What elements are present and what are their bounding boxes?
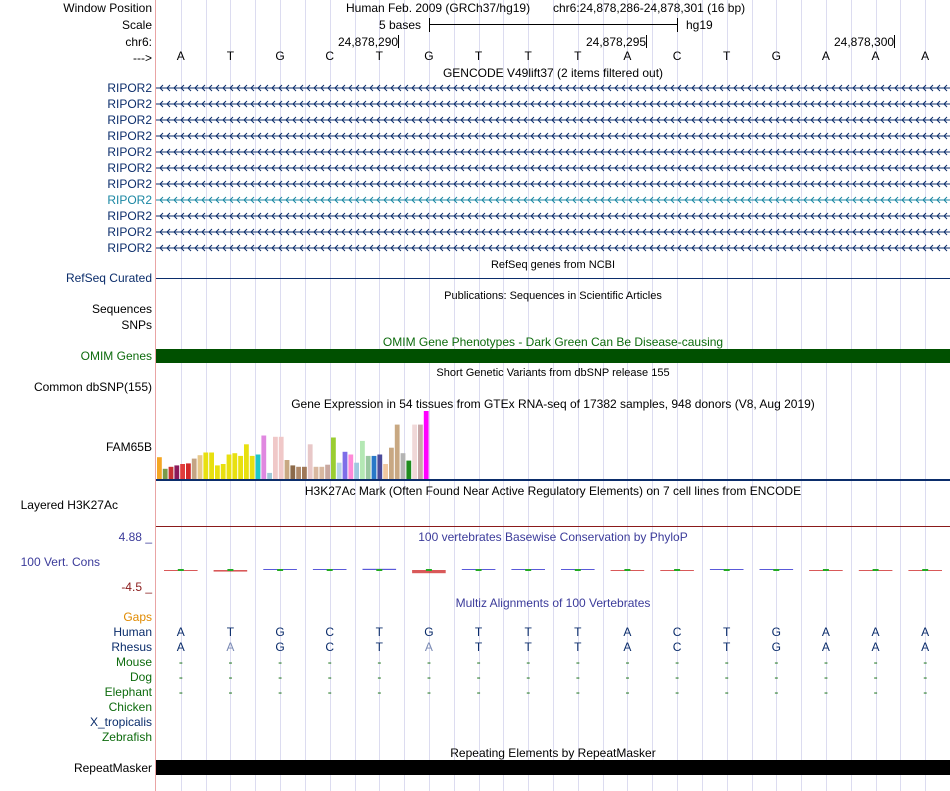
gtex-tissue-bar[interactable] bbox=[198, 455, 203, 479]
gencode-transcript[interactable] bbox=[156, 229, 950, 235]
alignment-base: - bbox=[625, 685, 630, 699]
dbsnp-track-label[interactable]: Common dbSNP(155) bbox=[33, 380, 152, 394]
alignment-base: T bbox=[375, 625, 383, 639]
gtex-tissue-bar[interactable] bbox=[273, 437, 278, 479]
gencode-transcript[interactable] bbox=[156, 213, 950, 219]
conservation-center-mark bbox=[773, 569, 779, 571]
gtex-tissue-bar[interactable] bbox=[395, 425, 400, 479]
gtex-tissue-bar[interactable] bbox=[285, 460, 290, 479]
alignment-base: - bbox=[327, 670, 332, 684]
gtex-tissue-bar[interactable] bbox=[401, 453, 406, 479]
gtex-tissue-bar[interactable] bbox=[256, 455, 261, 480]
alignment-base: T bbox=[723, 640, 731, 654]
alignment-base: - bbox=[426, 655, 431, 669]
conservation-center-mark bbox=[327, 569, 333, 571]
alignment-base: - bbox=[675, 655, 680, 669]
alignment-base: - bbox=[923, 670, 928, 684]
alignment-base: - bbox=[774, 655, 779, 669]
conservation-center-mark bbox=[525, 569, 531, 571]
alignment-base: T bbox=[226, 625, 235, 639]
gtex-baseline bbox=[156, 479, 950, 481]
publications-track-title[interactable]: Publications: Sequences in Scientific Articles bbox=[444, 290, 662, 302]
alignment-base: A bbox=[821, 640, 830, 654]
alignment-base: - bbox=[228, 655, 233, 669]
conservation-center-mark bbox=[476, 569, 482, 571]
conservation-center-mark bbox=[376, 569, 382, 571]
gtex-tissue-bar[interactable] bbox=[227, 455, 232, 480]
alignment-base: - bbox=[178, 685, 183, 699]
alignment-base: A bbox=[623, 625, 632, 639]
gtex-tissue-bar[interactable] bbox=[372, 456, 377, 479]
alignment-base: T bbox=[524, 625, 532, 639]
scale-bar-text: 5 bases bbox=[379, 18, 422, 32]
gencode-transcript[interactable] bbox=[156, 165, 950, 171]
conservation-center-mark bbox=[277, 569, 283, 571]
gtex-tissue-bar[interactable] bbox=[279, 437, 284, 479]
gtex-tissue-bar[interactable] bbox=[232, 453, 237, 479]
gtex-bar-chart[interactable] bbox=[156, 411, 950, 481]
alignment-base: - bbox=[873, 655, 878, 669]
gencode-transcript-label[interactable]: RIPOR2 bbox=[107, 209, 152, 223]
gencode-transcript[interactable] bbox=[156, 197, 950, 203]
gtex-tissue-bar[interactable] bbox=[354, 463, 359, 479]
conservation-track-label[interactable]: 100 Vert. Cons bbox=[20, 555, 100, 569]
conservation-center-mark bbox=[178, 569, 184, 571]
ruler-tick-label: 24,878,300 bbox=[834, 35, 895, 49]
alignment-base: - bbox=[526, 655, 531, 669]
ruler-tick bbox=[894, 35, 895, 48]
gencode-transcript-label[interactable]: RIPOR2 bbox=[107, 193, 152, 207]
reference-base: C bbox=[325, 49, 335, 63]
gencode-transcript-label[interactable]: RIPOR2 bbox=[107, 81, 152, 95]
gencode-transcript-label[interactable]: RIPOR2 bbox=[107, 241, 152, 255]
alignment-base: - bbox=[426, 685, 431, 699]
gencode-transcript-label[interactable]: RIPOR2 bbox=[107, 161, 152, 175]
alignment-base: - bbox=[823, 655, 828, 669]
dbsnp-track-title[interactable]: Short Genetic Variants from dbSNP release 155 bbox=[436, 367, 670, 379]
refseq-track-title[interactable]: RefSeq genes from NCBI bbox=[490, 259, 616, 271]
gaps-label: Gaps bbox=[123, 610, 152, 624]
conservation-min-label: -4.5 _ bbox=[121, 580, 152, 594]
alignment-base: C bbox=[325, 625, 335, 639]
species-label[interactable]: X_tropicalis bbox=[89, 715, 152, 729]
gencode-transcript-label[interactable]: RIPOR2 bbox=[107, 145, 152, 159]
alignment-base: T bbox=[723, 625, 731, 639]
conservation-center-mark bbox=[624, 569, 630, 571]
gtex-tissue-bar[interactable] bbox=[337, 463, 342, 479]
alignment-base: T bbox=[524, 640, 532, 654]
reference-base: A bbox=[821, 49, 830, 63]
gtex-tissue-bar[interactable] bbox=[267, 473, 272, 479]
publications-label-line2[interactable]: SNPs bbox=[121, 318, 152, 332]
gtex-gene-label[interactable]: FAM65B bbox=[105, 440, 152, 454]
alignment-base: - bbox=[426, 670, 431, 684]
alignment-base: - bbox=[873, 670, 878, 684]
conservation-track-title[interactable]: 100 vertebrates Basewise Conservation by PhyloP bbox=[418, 530, 688, 544]
gtex-tissue-bar[interactable] bbox=[366, 456, 371, 479]
conservation-center-mark bbox=[227, 569, 233, 571]
alignment-base: - bbox=[923, 685, 928, 699]
gtex-tissue-bar[interactable] bbox=[221, 464, 226, 479]
gtex-tissue-bar[interactable] bbox=[418, 425, 423, 479]
reference-base: T bbox=[723, 49, 731, 63]
alignment-base: G bbox=[275, 640, 285, 654]
repeatmasker-element-bar[interactable] bbox=[156, 760, 950, 775]
reference-base: T bbox=[474, 49, 483, 63]
gencode-transcript[interactable] bbox=[156, 149, 950, 155]
alignment-base: - bbox=[675, 685, 680, 699]
conservation-center-mark bbox=[575, 569, 581, 571]
h3k27ac-track-label[interactable]: Layered H3K27Ac bbox=[20, 498, 118, 512]
repeatmasker-track-title[interactable]: Repeating Elements by RepeatMasker bbox=[450, 746, 656, 760]
alignment-base: - bbox=[575, 685, 580, 699]
alignment-base: A bbox=[871, 640, 880, 654]
alignment-base: - bbox=[526, 685, 531, 699]
reference-base: G bbox=[424, 49, 434, 63]
reference-base: T bbox=[375, 49, 383, 63]
gtex-tissue-bar[interactable] bbox=[157, 457, 162, 479]
alignment-base: - bbox=[327, 655, 332, 669]
reference-base: A bbox=[871, 49, 880, 63]
alignment-base: A bbox=[871, 625, 880, 639]
gtex-tissue-bar[interactable] bbox=[209, 453, 214, 480]
alignment-base: G bbox=[424, 625, 434, 639]
gtex-tissue-bar[interactable] bbox=[290, 465, 295, 479]
alignment-base: C bbox=[672, 625, 682, 639]
gencode-transcript[interactable] bbox=[156, 85, 950, 91]
alignment-base: - bbox=[873, 685, 878, 699]
conservation-center-mark bbox=[674, 569, 680, 571]
alignment-base: - bbox=[823, 685, 828, 699]
ruler-tick bbox=[398, 35, 399, 48]
gtex-tissue-bar[interactable] bbox=[331, 438, 336, 480]
gtex-tissue-bar[interactable] bbox=[412, 425, 417, 479]
alignment-base: - bbox=[575, 670, 580, 684]
reference-base: T bbox=[226, 49, 235, 63]
refseq-gene-line[interactable] bbox=[156, 278, 950, 279]
gencode-transcript-label[interactable]: RIPOR2 bbox=[107, 113, 152, 127]
alignment-base: - bbox=[476, 655, 481, 669]
alignment-base: - bbox=[625, 655, 630, 669]
gtex-tissue-bar[interactable] bbox=[348, 455, 353, 480]
gtex-tissue-bar[interactable] bbox=[296, 467, 301, 479]
reference-base: T bbox=[524, 49, 532, 63]
gencode-track-title[interactable]: GENCODE V49lift37 (2 items filtered out) bbox=[442, 66, 664, 80]
gtex-tissue-bar[interactable] bbox=[314, 467, 319, 479]
species-label[interactable]: Elephant bbox=[104, 685, 152, 699]
alignment-base: - bbox=[228, 685, 233, 699]
alignment-base: T bbox=[375, 640, 383, 654]
gtex-tissue-bar[interactable] bbox=[360, 441, 365, 479]
alignment-base: - bbox=[923, 655, 928, 669]
alignment-base: - bbox=[526, 670, 531, 684]
scale-bar-line bbox=[429, 24, 678, 25]
gtex-tissue-bar[interactable] bbox=[186, 463, 191, 479]
alignment-base: A bbox=[424, 640, 433, 654]
alignment-base: - bbox=[675, 670, 680, 684]
alignment-base: - bbox=[724, 670, 729, 684]
alignment-base: A bbox=[921, 625, 930, 639]
conservation-center-mark bbox=[873, 569, 879, 571]
alignment-base: A bbox=[176, 640, 185, 654]
window-position-label: Window Position bbox=[63, 1, 152, 15]
publications-label-line1[interactable]: Sequences bbox=[91, 302, 152, 316]
alignment-base: - bbox=[377, 655, 382, 669]
scale-bar-left-cap bbox=[429, 18, 430, 32]
gtex-track-title[interactable]: Gene Expression in 54 tissues from GTEx RNA-seq of 17382 samples, 948 donors (V8, Aug 2019) bbox=[291, 397, 815, 411]
species-label[interactable]: Rhesus bbox=[111, 640, 152, 654]
alignment-base: - bbox=[476, 685, 481, 699]
repeatmasker-track-label[interactable]: RepeatMasker bbox=[73, 761, 152, 775]
gtex-tissue-bar[interactable] bbox=[244, 444, 249, 479]
alignment-base: T bbox=[574, 640, 582, 654]
strand-label: ---> bbox=[133, 51, 152, 65]
reference-base: A bbox=[921, 49, 930, 63]
gtex-tissue-bar[interactable] bbox=[383, 464, 388, 479]
conservation-center-mark bbox=[823, 569, 829, 571]
gtex-tissue-bar[interactable] bbox=[192, 459, 197, 479]
alignment-base: - bbox=[377, 685, 382, 699]
alignment-base: T bbox=[474, 625, 483, 639]
scale-bar-right-cap bbox=[677, 18, 678, 32]
alignment-base: - bbox=[278, 670, 283, 684]
gtex-tissue-bar[interactable] bbox=[325, 465, 330, 479]
alignment-base: A bbox=[623, 640, 632, 654]
conservation-center-mark bbox=[922, 569, 928, 571]
alignment-base: - bbox=[228, 670, 233, 684]
h3k27ac-baseline bbox=[156, 526, 950, 527]
alignment-base: - bbox=[476, 670, 481, 684]
gencode-transcripts[interactable] bbox=[156, 80, 950, 260]
alignment-base: - bbox=[625, 670, 630, 684]
gencode-transcript-label[interactable]: RIPOR2 bbox=[107, 177, 152, 191]
alignment-base: C bbox=[672, 640, 682, 654]
alignment-base: A bbox=[821, 625, 830, 639]
gencode-transcript[interactable] bbox=[156, 117, 950, 123]
alignment-base: T bbox=[574, 625, 582, 639]
gtex-tissue-bar[interactable] bbox=[180, 464, 185, 479]
gtex-tissue-bar[interactable] bbox=[377, 455, 382, 480]
species-label[interactable]: Human bbox=[113, 625, 152, 639]
omim-track-title[interactable]: OMIM Gene Phenotypes - Dark Green Can Be Disease-causing bbox=[382, 335, 724, 349]
conservation-center-mark bbox=[426, 569, 432, 571]
gtex-tissue-bar[interactable] bbox=[238, 456, 243, 479]
gtex-tissue-bar[interactable] bbox=[424, 411, 429, 479]
gtex-tissue-bar[interactable] bbox=[169, 467, 174, 479]
alignment-base: - bbox=[575, 655, 580, 669]
gtex-tissue-bar[interactable] bbox=[203, 453, 208, 480]
gtex-tissue-bar[interactable] bbox=[319, 467, 324, 479]
gtex-tissue-bar[interactable] bbox=[389, 448, 394, 479]
scale-db: hg19 bbox=[686, 18, 713, 32]
alignment-base: G bbox=[771, 640, 781, 654]
gtex-tissue-bar[interactable] bbox=[302, 467, 307, 479]
gencode-transcript-label[interactable]: RIPOR2 bbox=[107, 97, 152, 111]
reference-base: C bbox=[672, 49, 682, 63]
alignment-base: - bbox=[327, 685, 332, 699]
species-label[interactable]: Dog bbox=[129, 670, 152, 684]
alignment-base: - bbox=[178, 655, 183, 669]
position-readout: chr6:24,878,286-24,878,301 (16 bp) bbox=[553, 1, 746, 15]
reference-base: A bbox=[176, 49, 185, 63]
reference-base: T bbox=[574, 49, 582, 63]
gencode-transcript[interactable] bbox=[156, 181, 950, 187]
reference-base: G bbox=[771, 49, 781, 63]
species-label[interactable]: Zebrafish bbox=[101, 730, 152, 744]
gtex-tissue-bar[interactable] bbox=[308, 444, 313, 479]
ruler-tick-label: 24,878,295 bbox=[586, 35, 647, 49]
alignment-base: - bbox=[823, 670, 828, 684]
alignment-base: - bbox=[178, 670, 183, 684]
alignment-base: G bbox=[771, 625, 781, 639]
track-area[interactable] bbox=[156, 0, 950, 791]
ruler-tick bbox=[646, 35, 647, 48]
alignment-base: - bbox=[774, 670, 779, 684]
alignment-base: - bbox=[278, 685, 283, 699]
gencode-transcript-label[interactable]: RIPOR2 bbox=[107, 225, 152, 239]
alignment-base: - bbox=[724, 655, 729, 669]
assembly-name: Human Feb. 2009 (GRCh37/hg19) bbox=[346, 1, 531, 15]
conservation-plot[interactable] bbox=[156, 550, 950, 590]
alignment-base: - bbox=[278, 655, 283, 669]
alignment-base: - bbox=[774, 685, 779, 699]
gtex-tissue-bar[interactable] bbox=[406, 461, 411, 479]
gtex-tissue-bar[interactable] bbox=[215, 465, 220, 479]
alignment-base: A bbox=[226, 640, 235, 654]
track-labels bbox=[0, 0, 155, 791]
alignment-base: T bbox=[474, 640, 483, 654]
scale-label: Scale bbox=[121, 18, 152, 32]
ruler-tick-label: 24,878,290 bbox=[338, 35, 399, 49]
gencode-transcript[interactable] bbox=[156, 245, 950, 251]
gtex-tissue-bar[interactable] bbox=[343, 452, 348, 479]
chr-label: chr6: bbox=[125, 35, 152, 49]
conservation-max-label: 4.88 _ bbox=[118, 530, 152, 544]
multiz-track-title[interactable]: Multiz Alignments of 100 Vertebrates bbox=[455, 596, 651, 610]
alignment-base: - bbox=[377, 670, 382, 684]
gtex-tissue-bar[interactable] bbox=[174, 465, 179, 479]
reference-base: G bbox=[275, 49, 285, 63]
alignment-base: C bbox=[325, 640, 335, 654]
gtex-tissue-bar[interactable] bbox=[261, 436, 266, 480]
species-label[interactable]: Mouse bbox=[115, 655, 152, 669]
h3k27ac-track-title[interactable]: H3K27Ac Mark (Often Found Near Active Regulatory Elements) on 7 cell lines from ENCODE bbox=[304, 484, 802, 498]
species-label[interactable]: Chicken bbox=[108, 700, 152, 714]
alignment-base: G bbox=[275, 625, 285, 639]
gencode-transcript-label[interactable]: RIPOR2 bbox=[107, 129, 152, 143]
reference-base: A bbox=[623, 49, 632, 63]
omim-track-label[interactable]: OMIM Genes bbox=[80, 349, 152, 363]
omim-gene-bar[interactable] bbox=[156, 349, 950, 363]
alignment-base: - bbox=[724, 685, 729, 699]
gtex-tissue-bar[interactable] bbox=[163, 469, 168, 479]
alignment-base: A bbox=[176, 625, 185, 639]
conservation-center-mark bbox=[724, 569, 730, 571]
gencode-transcript[interactable] bbox=[156, 101, 950, 107]
gtex-tissue-bar[interactable] bbox=[250, 456, 255, 479]
alignment-base: A bbox=[921, 640, 930, 654]
gencode-transcript[interactable] bbox=[156, 133, 950, 139]
refseq-track-label[interactable]: RefSeq Curated bbox=[65, 271, 152, 285]
